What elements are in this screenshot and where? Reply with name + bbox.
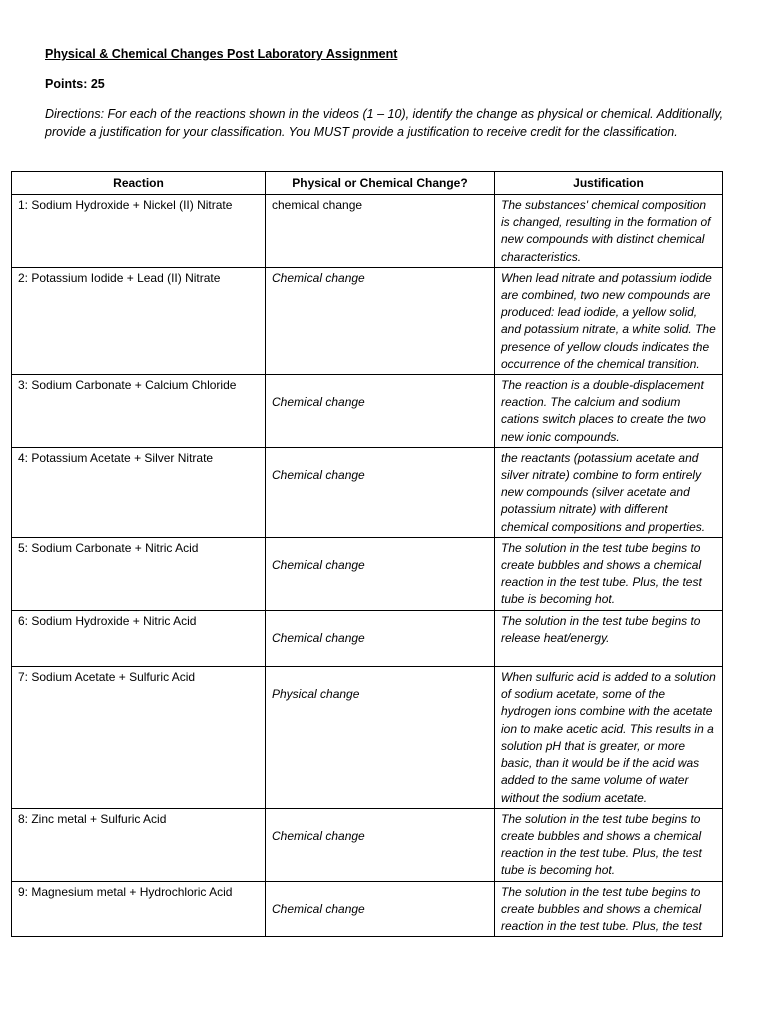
change-value: Chemical change	[272, 395, 365, 410]
page-title: Physical & Chemical Changes Post Laboratory Assignment	[45, 47, 398, 61]
change-cell	[266, 537, 495, 610]
cell-spacer	[272, 669, 488, 686]
change-cell	[266, 447, 495, 537]
reaction-cell: 2: Potassium Iodide + Lead (II) Nitrate	[12, 267, 266, 374]
change-value: Chemical change	[272, 270, 365, 285]
table-row	[12, 808, 723, 881]
header-change: Physical or Chemical Change?	[266, 172, 495, 195]
reaction-cell: 8: Zinc metal + Sulfuric Acid	[12, 808, 266, 881]
cell-spacer	[272, 884, 488, 901]
change-cell	[266, 267, 495, 374]
change-value: Chemical change	[272, 630, 365, 645]
table-row	[12, 375, 723, 448]
justification-cell: The reaction is a double-displacement reaction. The calcium and sodium cations switch places to create the two new ionic compounds.	[495, 375, 723, 448]
directions-text: Directions: For each of the reactions shown in the videos (1 – 10), identify the change as physical or chemical. Additionally, provide a justification for your classification. You MUST provide a justification to receive credit for the classification.	[45, 107, 724, 139]
change-value: Chemical change	[272, 901, 365, 916]
justification-cell: The solution in the test tube begins to create bubbles and shows a chemical reaction in the test tube. Plus, the test tube is becoming hot.	[495, 808, 723, 881]
reaction-cell: 6: Sodium Hydroxide + Nitric Acid	[12, 610, 266, 666]
cell-spacer	[272, 377, 488, 394]
reactions-table	[11, 171, 723, 937]
justification-cell: When lead nitrate and potassium iodide are combined, two new compounds are produced: lead iodide, a yellow solid, and potassium nitrate, a white solid. The presence of yellow clouds indicates the occurrence of the chemical transition.	[495, 267, 723, 374]
change-value: Physical change	[272, 687, 360, 702]
table-row	[12, 537, 723, 610]
change-value: chemical change	[272, 198, 363, 212]
change-value: Chemical change	[272, 828, 365, 843]
table-row	[12, 881, 723, 937]
header-justification: Justification	[495, 172, 723, 195]
table-row	[12, 610, 723, 666]
change-cell	[266, 195, 495, 268]
change-value: Chemical change	[272, 558, 365, 573]
reaction-cell: 7: Sodium Acetate + Sulfuric Acid	[12, 667, 266, 809]
table-row	[12, 195, 723, 268]
change-cell	[266, 881, 495, 937]
change-cell	[266, 667, 495, 809]
points-label: Points: 25	[45, 77, 105, 91]
header-reaction: Reaction	[12, 172, 266, 195]
change-cell	[266, 610, 495, 666]
change-cell	[266, 808, 495, 881]
table-row	[12, 267, 723, 374]
reaction-cell: 4: Potassium Acetate + Silver Nitrate	[12, 447, 266, 537]
justification-cell: The solution in the test tube begins to create bubbles and shows a chemical reaction in the test tube. Plus, the test tube is becoming hot.	[495, 537, 723, 610]
justification-cell: When sulfuric acid is added to a solution of sodium acetate, some of the hydrogen ions combine with the acetate ion to make acetic acid. This results in a solution pH that is greater, or more basic, than it would be if the acid was added to the same volume of water without the sodium acetate.	[495, 667, 723, 809]
justification-cell: The solution in the test tube begins to release heat/energy.	[495, 610, 723, 666]
table-header-row	[12, 172, 723, 195]
cell-spacer	[272, 613, 488, 630]
change-value: Chemical change	[272, 468, 365, 483]
cell-spacer	[272, 450, 488, 467]
reaction-cell: 9: Magnesium metal + Hydrochloric Acid	[12, 881, 266, 937]
table-row	[12, 447, 723, 537]
cell-spacer	[272, 540, 488, 557]
reaction-cell: 3: Sodium Carbonate + Calcium Chloride	[12, 375, 266, 448]
change-cell	[266, 375, 495, 448]
justification-cell: The substances' chemical composition is changed, resulting in the formation of new compounds with distinct chemical characteristics.	[495, 195, 723, 268]
reaction-cell: 1: Sodium Hydroxide + Nickel (II) Nitrate	[12, 195, 266, 268]
justification-cell: the reactants (potassium acetate and silver nitrate) combine to form entirely new compounds (silver acetate and potassium nitrate) with different chemical compositions and properties.	[495, 447, 723, 537]
reaction-cell: 5: Sodium Carbonate + Nitric Acid	[12, 537, 266, 610]
cell-spacer	[272, 811, 488, 828]
table-body	[12, 195, 723, 937]
justification-cell: The solution in the test tube begins to create bubbles and shows a chemical reaction in the test tube. Plus, the test	[495, 881, 723, 937]
table-row	[12, 667, 723, 809]
